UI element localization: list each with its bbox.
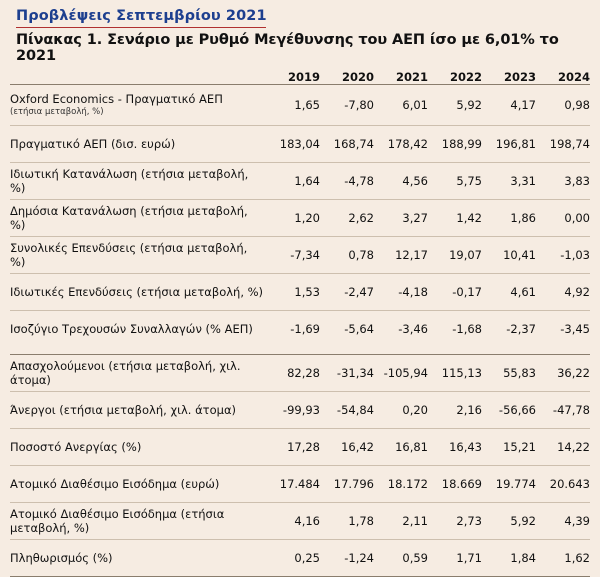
table-row: [10, 466, 590, 503]
row-sublabel: (ετήσια μεταβολή, %): [10, 107, 104, 118]
row-label-text: Oxford Economics - Πραγματικό ΑΕΠ: [10, 92, 223, 106]
cell-2022: 1,71: [456, 551, 482, 565]
cell-2024: 1,62: [564, 551, 590, 565]
cell-2019: -99,93: [282, 403, 320, 417]
cell-2023: 10,41: [503, 248, 536, 262]
title-block: [10, 8, 590, 64]
cell-2019: 1,53: [294, 285, 320, 299]
cell-2022: 1,42: [456, 211, 482, 225]
column-header-label: [10, 70, 266, 85]
table-row: [10, 311, 590, 348]
cell-2021: -4,18: [398, 285, 428, 299]
cell-2024: -47,78: [552, 403, 590, 417]
row-label: Ατομικό Διαθέσιμο Εισόδημα (ευρώ): [10, 476, 220, 491]
cell-2022: 18.669: [441, 477, 482, 491]
forecast-table: [10, 70, 590, 577]
cell-2022: 2,73: [456, 514, 482, 528]
cell-2024: 20.643: [549, 477, 590, 491]
cell-2023: 4,61: [510, 285, 536, 299]
table-row: [10, 237, 590, 274]
cell-2022: 115,13: [441, 366, 482, 380]
row-label: Ποσοστό Ανεργίας (%): [10, 439, 142, 454]
row-label: Πληθωρισμός (%): [10, 550, 113, 565]
cell-2021: 178,42: [387, 137, 428, 151]
row-label: Δημόσια Κατανάλωση (ετήσια μεταβολή, %): [10, 203, 248, 232]
cell-2024: 0,00: [564, 211, 590, 225]
row-label: Ισοζύγιο Τρεχουσών Συναλλαγών (% ΑΕΠ): [10, 321, 253, 336]
row-label: Πραγματικό ΑΕΠ (δισ. ευρώ): [10, 136, 176, 151]
cell-2023: 55,83: [503, 366, 536, 380]
row-label: Ιδιωτική Κατανάλωση (ετήσια μεταβολή, %): [10, 166, 249, 195]
cell-2023: 19.774: [495, 477, 536, 491]
cell-2022: 188,99: [441, 137, 482, 151]
table-row: [10, 355, 590, 392]
kicker-underline: [16, 27, 266, 28]
cell-2019: 82,28: [287, 366, 320, 380]
cell-2022: 2,16: [456, 403, 482, 417]
group-separator-cell: [10, 347, 590, 355]
table-row: [10, 503, 590, 540]
cell-2024: 14,22: [557, 440, 590, 454]
row-label: Απασχολούμενοι (ετήσια μεταβολή, χιλ. άτομα): [10, 358, 241, 387]
table-row: [10, 392, 590, 429]
table-row: [10, 85, 590, 126]
cell-2019: 183,04: [279, 137, 320, 151]
cell-2020: -31,34: [336, 366, 374, 380]
cell-2023: 4,17: [510, 98, 536, 112]
cell-2024: 3,83: [564, 174, 590, 188]
cell-2023: -56,66: [498, 403, 536, 417]
cell-2020: 2,62: [348, 211, 374, 225]
page-title: Πίνακας 1. Σενάριο με Ρυθμό Μεγέθυνσης του ΑΕΠ ίσο με 6,01% το 2021: [16, 32, 559, 64]
cell-2019: 4,16: [294, 514, 320, 528]
column-header-2021: 2021: [395, 70, 428, 84]
cell-2022: 5,92: [456, 98, 482, 112]
column-header-2020: 2020: [341, 70, 374, 84]
cell-2024: -1,03: [560, 248, 590, 262]
cell-2022: 5,75: [456, 174, 482, 188]
group-separator: [10, 347, 590, 355]
cell-2023: 1,86: [510, 211, 536, 225]
cell-2022: -0,17: [452, 285, 482, 299]
table-row: [10, 274, 590, 311]
table-row: [10, 163, 590, 200]
cell-2024: 36,22: [557, 366, 590, 380]
cell-2020: -4,78: [344, 174, 374, 188]
row-label: Άνεργοι (ετήσια μεταβολή, χιλ. άτομα): [10, 402, 237, 417]
cell-2020: -2,47: [344, 285, 374, 299]
cell-2024: 198,74: [549, 137, 590, 151]
cell-2023: 196,81: [495, 137, 536, 151]
cell-2024: -3,45: [560, 322, 590, 336]
table-row: [10, 200, 590, 237]
cell-2021: 2,11: [402, 514, 428, 528]
header-row: [10, 70, 590, 85]
cell-2022: 19,07: [449, 248, 482, 262]
cell-2019: -7,34: [290, 248, 320, 262]
cell-2023: -2,37: [506, 322, 536, 336]
cell-2021: 0,59: [402, 551, 428, 565]
cell-2023: 1,84: [510, 551, 536, 565]
table-row: [10, 126, 590, 163]
cell-2019: 17.484: [279, 477, 320, 491]
table-row: [10, 540, 590, 577]
cell-2023: 3,31: [510, 174, 536, 188]
column-header-2019: 2019: [287, 70, 320, 84]
cell-2020: 1,78: [348, 514, 374, 528]
cell-2021: 12,17: [395, 248, 428, 262]
cell-2024: 4,92: [564, 285, 590, 299]
cell-2020: 168,74: [333, 137, 374, 151]
cell-2020: -54,84: [336, 403, 374, 417]
cell-2024: 0,98: [564, 98, 590, 112]
table-header: [10, 70, 590, 85]
row-label: [10, 85, 266, 126]
cell-2021: -105,94: [383, 366, 428, 380]
cell-2021: 6,01: [402, 98, 428, 112]
cell-2019: 1,20: [294, 211, 320, 225]
cell-2020: 16,42: [341, 440, 374, 454]
column-header-2024: 2024: [557, 70, 590, 84]
cell-2021: 4,56: [402, 174, 428, 188]
cell-2021: 0,20: [402, 403, 428, 417]
column-header-2022: 2022: [449, 70, 482, 84]
cell-2021: 18.172: [387, 477, 428, 491]
table-body: [10, 85, 590, 577]
cell-2021: 3,27: [402, 211, 428, 225]
cell-2020: 17.796: [333, 477, 374, 491]
row-label: Ατομικό Διαθέσιμο Εισόδημα (ετήσια μεταβολή, %): [10, 506, 225, 535]
cell-2019: 1,64: [294, 174, 320, 188]
cell-2019: 1,65: [294, 98, 320, 112]
cell-2020: 0,78: [348, 248, 374, 262]
row-label: Ιδιωτικές Επενδύσεις (ετήσια μεταβολή, %): [10, 284, 264, 299]
cell-2020: -7,80: [344, 98, 374, 112]
cell-2023: 5,92: [510, 514, 536, 528]
cell-2021: -3,46: [398, 322, 428, 336]
table-row: [10, 429, 590, 466]
column-header-2023: 2023: [503, 70, 536, 84]
cell-2021: 16,81: [395, 440, 428, 454]
cell-2020: -5,64: [344, 322, 374, 336]
cell-2019: -1,69: [290, 322, 320, 336]
cell-2019: 17,28: [287, 440, 320, 454]
cell-2023: 15,21: [503, 440, 536, 454]
cell-2022: -1,68: [452, 322, 482, 336]
cell-2024: 4,39: [564, 514, 590, 528]
cell-2019: 0,25: [294, 551, 320, 565]
cell-2022: 16,43: [449, 440, 482, 454]
row-label: Συνολικές Επενδύσεις (ετήσια μεταβολή, %): [10, 240, 248, 269]
cell-2020: -1,24: [344, 551, 374, 565]
page-kicker: Προβλέψεις Σεπτεμβρίου 2021: [16, 8, 267, 24]
